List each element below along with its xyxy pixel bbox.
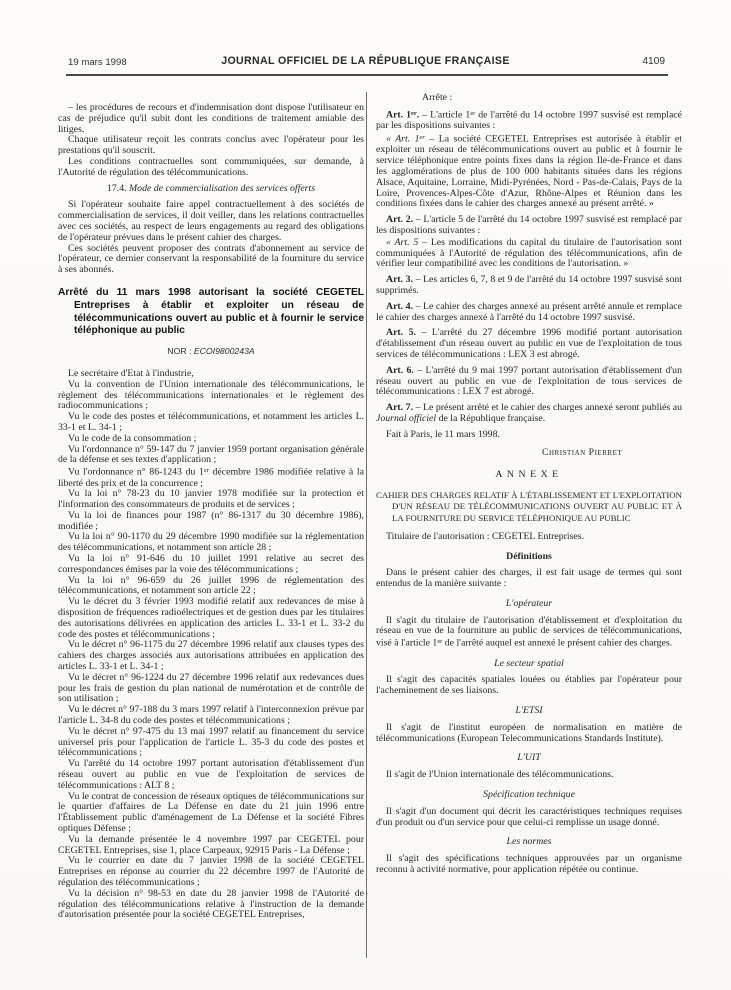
paragraph: Il s'agit de l'Union internationale des télécommunications. [386,769,614,781]
nor-line: NOR : ECOI9800243A [167,346,255,357]
visa: Vu l'ordonnance n° 59-147 du 7 janvier 1959 portant organisation générale de la défense et ses textes d'application ; [58,443,364,466]
page-number: 4109 [642,56,665,67]
visa: Vu la décision n° 98-53 en date du 28 janvier 1998 de l'Autorité de régulation des télécommunications relative à l'instruction de la demande d'autorisation présentée pour la société CEGETEL Entreprises, [58,887,364,921]
issue-date: 19 mars 1998 [68,57,127,68]
annexe-heading: ANNEXE [495,469,563,481]
paragraph: Il s'agit des spécifications techniques approuvées par un organisme reconnu à activité normative, pour application répétée ou continue. [376,853,682,876]
paragraph: Chaque utilisateur reçoit les contrats conclus avec l'opérateur pour les prestations qu'il souscrit. [58,134,364,157]
visa: Vu le décret n° 96-1175 du 27 décembre 1996 relatif aux clauses types des cahiers des charges associés aux autorisations attribuées en application des articles L. 33-1 et L. 34-1 ; [58,639,364,673]
header-rule [66,74,668,76]
visa: Vu le code des postes et télécommunications, et notamment les articles L. 33-1 et L. 34-1 ; [58,411,364,433]
article-3: Art. 3. – Les articles 6, 7, 8 et 9 de l'arrêté du 14 octobre 1997 susvisé sont supprimés. [376,274,682,296]
date-line: Fait à Paris, le 11 mars 1998. [386,428,500,440]
term-heading-secteur-spatial: Le secteur spatial [494,657,564,669]
visa: Vu la convention de l'Union internationale des télécommunications, le règlement des télécommunications internationales et le règlement des radiocommunications ; [58,378,364,412]
section-heading: 17.4. Mode de commercialisation des services offerts [106,182,316,194]
decree-title: Arrêté du 11 mars 1998 autorisant la société CEGETEL Entreprises à établir et exploiter un réseau de télécommunications ouvert au public et à fournir le service téléphonique au public [58,286,364,337]
arrete-label: Arrête : [422,92,453,103]
article-7: Art. 7. – Le présent arrêté et le cahier des charges annexé seront publiés au Journal officiel de la République française. [376,402,682,424]
paragraph: Titulaire de l'autorisation : CEGETEL Entreprises. [386,530,585,542]
visa: Vu la demande présentée le 4 novembre 1997 par CEGETEL pour CEGETEL Entreprises, sise 1, place Carpeaux, 92915 Paris - La Défense ; [58,833,364,856]
visa: Vu le courrier en date du 7 janvier 1998 de la société CEGETEL Entreprises en réponse au courrier du 22 décembre 1997 de l'Autorité de régulation des télécommunications ; [58,855,364,888]
journal-title: JOURNAL OFFICIEL DE LA RÉPUBLIQUE FRANÇAISE [221,55,510,67]
visa: Vu l'arrêté du 14 octobre 1997 portant autorisation d'établissement d'un réseau ouvert au public en vue de l'exploitation de services de télécommunications : ALT 8 ; [58,758,364,791]
paragraph: – les procédures de recours et d'indemnisation dont dispose l'utilisateur en cas de préjudice qu'il subit dont les conditions de traitement amiable des litiges. [58,102,364,135]
article-2: Art. 2. – L'article 5 de l'arrêté du 14 octobre 1997 susvisé est remplacé par les dispositions suivantes : [376,214,682,236]
visa: Vu le décret n° 96-1224 du 27 décembre 1996 relatif aux redevances dues pour les frais de gestion du plan national de numérotation et de contrôle de son utilisation ; [58,671,364,705]
paragraph: Le secrétaire d'Etat à l'industrie, [68,367,194,379]
paragraph: Dans le présent cahier des charges, il est fait usage de termes qui sont entendus de la manière suivante : [376,567,682,590]
definitions-heading: Définitions [506,550,552,562]
term-heading-specification: Spécification technique [483,789,575,801]
paragraph: Il s'agit des capacités spatiales louées ou établies par l'opérateur pour l'acheminement de ses liaisons. [376,674,682,697]
paragraph: Il s'agit du titulaire de l'autorisation d'établissement et d'exploitation du réseau en vue de la fourniture au public de services de télécommunications, visé à l'article 1er de l'arrêté auquel est annexé le présent cahier des charges. [376,614,682,649]
paragraph: Ces sociétés peuvent proposer des contrats d'abonnement au service de l'opérateur, ce dernier conservant la responsabilité de la fourniture du service à ses abonnés. [58,242,364,276]
term-heading-operateur: L'opérateur [505,597,553,609]
visa: Vu la loi n° 78-23 du 10 janvier 1978 modifiée sur la protection et l'information des consommateurs de produits et de services ; [58,488,364,511]
article-4: Art. 4. – Le cahier des charges annexé au présent arrêté annule et remplace le cahier des charges annexé à l'arrêté du 14 octobre 1997 susvisé. [376,300,682,323]
visa: Vu le décret du 3 février 1993 modifié relatif aux redevances de mise à disposition de fréquences radioélectriques et de gestion dues par les titulaires des autorisations délivrées en application des articles L. 33-1 et L. 33-2 du code des postes et télécommunications ; [58,596,364,640]
term-heading-etsi: L'ETSI [515,705,543,717]
article-2-quote: « Art. 5 – Les modifications du capital du titulaire de l'autorisation sont communiquées à l'Autorité de régulation des télécommunications, afin de vérifier leur compatibilité avec les conditions de l'autorisation. » [376,236,682,270]
right-column [376,93,682,876]
visa: Vu la loi de finances pour 1987 (n° 86-1317 du 30 décembre 1986), modifiée ; [58,509,364,532]
paragraph: Si l'opérateur souhaite faire appel contractuellement à des sociétés de commercialisation de services, il doit veiller, dans les relations contractuelles avec ces sociétés, au respect de leurs engagements au regard des obligations de l'opérateur prévues dans le présent cahier des charges. [58,199,364,243]
article-6: Art. 6. – L'arrêté du 9 mai 1997 portant autorisation d'établissement d'un réseau ouvert au public en vue de l'exploitation de tous services de télécommunications : LEX 7 est abrogé. [376,364,682,398]
visa: Vu le contrat de concession de réseaux optiques de télécommunications sur le quartier d'affaires de La Défense en date du 21 juin 1996 entre l'Établissement public d'aménagement de La Défense et la société Fibres optiques Défense ; [58,790,364,834]
annexe-title: CAHIER DES CHARGES RELATIF À L'ÉTABLISSEMENT ET L'EXPLOITATION D'UN RÉSEAU DE TÉLÉCOMMUNICATIONS OUVERT AU PUBLIC ET À LA FOURNITURE DU SERVICE TÉLÉPHONIQUE AU PUBLIC [376,490,682,523]
term-heading-uit: L'UIT [517,752,541,764]
column-divider [366,92,367,958]
page-header [0,0,731,80]
visa: Vu la loi n° 91-646 du 10 juillet 1991 relative au secret des correspondances émises par la voie des télécommunications ; [58,553,364,575]
signature: Christian Pierret [542,446,623,458]
visa: Vu le décret n° 97-475 du 13 mai 1997 relatif au financement du service universel pris pour l'application de l'article L. 35-3 du code des postes et télécommunications ; [58,725,364,759]
visa: Vu l'ordonnance n° 86-1243 du 1er décembre 1986 modifiée relative à la liberté des prix et de la concurrence ; [58,466,364,489]
visa: Vu la loi n° 90-1170 du 29 décembre 1990 modifiée sur la réglementation des télécommunications, et notamment son article 28 ; [58,531,364,554]
article-1-quote: « Art. 1er – La société CEGETEL Entreprises est autorisée à établir et exploiter un réseau de télécommunications ouvert au public et à fournir le service téléphonique entre points fixes dans la région Ile-de-France et dans les agglomérations de plus de 100 000 habitants situées dans les régions Alsace, Aquitaine, Lorraine, Midi-Pyrénées, Nord - Pas-de-Calais, Pays de la Loire, Provences-Alpes-Côte d'Azur, Rhône-Alpes et Réunion dans les conditions fixées dans le cahier des charges annexé au présent arrêté. » [376,133,682,210]
paragraph: Il s'agit d'un document qui décrit les caractéristiques techniques requises d'un produit ou d'un service pour que celui-ci remplisse un usage donné. [376,805,682,828]
left-column [58,103,364,921]
visa: Vu le décret n° 97-188 du 3 mars 1997 relatif à l'interconnexion prévue par l'article L. 34-8 du code des postes et télécommunications ; [58,704,364,727]
paragraph: Il s'agit de l'institut européen de normalisation en matière de télécommunications (European Telecommunications Standards Institute). [376,721,682,744]
term-heading-normes: Les normes [506,836,552,848]
visa: Vu le code de la consommation ; [68,432,197,444]
article-1: Art. 1er. – L'article 1er de l'arrêté du 14 octobre 1997 susvisé est remplacé par les dispositions suivantes : [376,109,682,132]
visa: Vu la loi n° 96-659 du 26 juillet 1996 de réglementation des télécommunications, et notamment son article 22 ; [58,574,364,597]
paragraph: Les conditions contractuelles sont communiquées, sur demande, à l'Autorité de régulation des télécommunications. [58,155,364,178]
article-5: Art. 5. – L'arrêté du 27 décembre 1996 modifié portant autorisation d'établissement d'un réseau ouvert au public en vue de l'exploitation de tous services de télécommunications : LEX 3 est abrogé. [376,327,682,360]
